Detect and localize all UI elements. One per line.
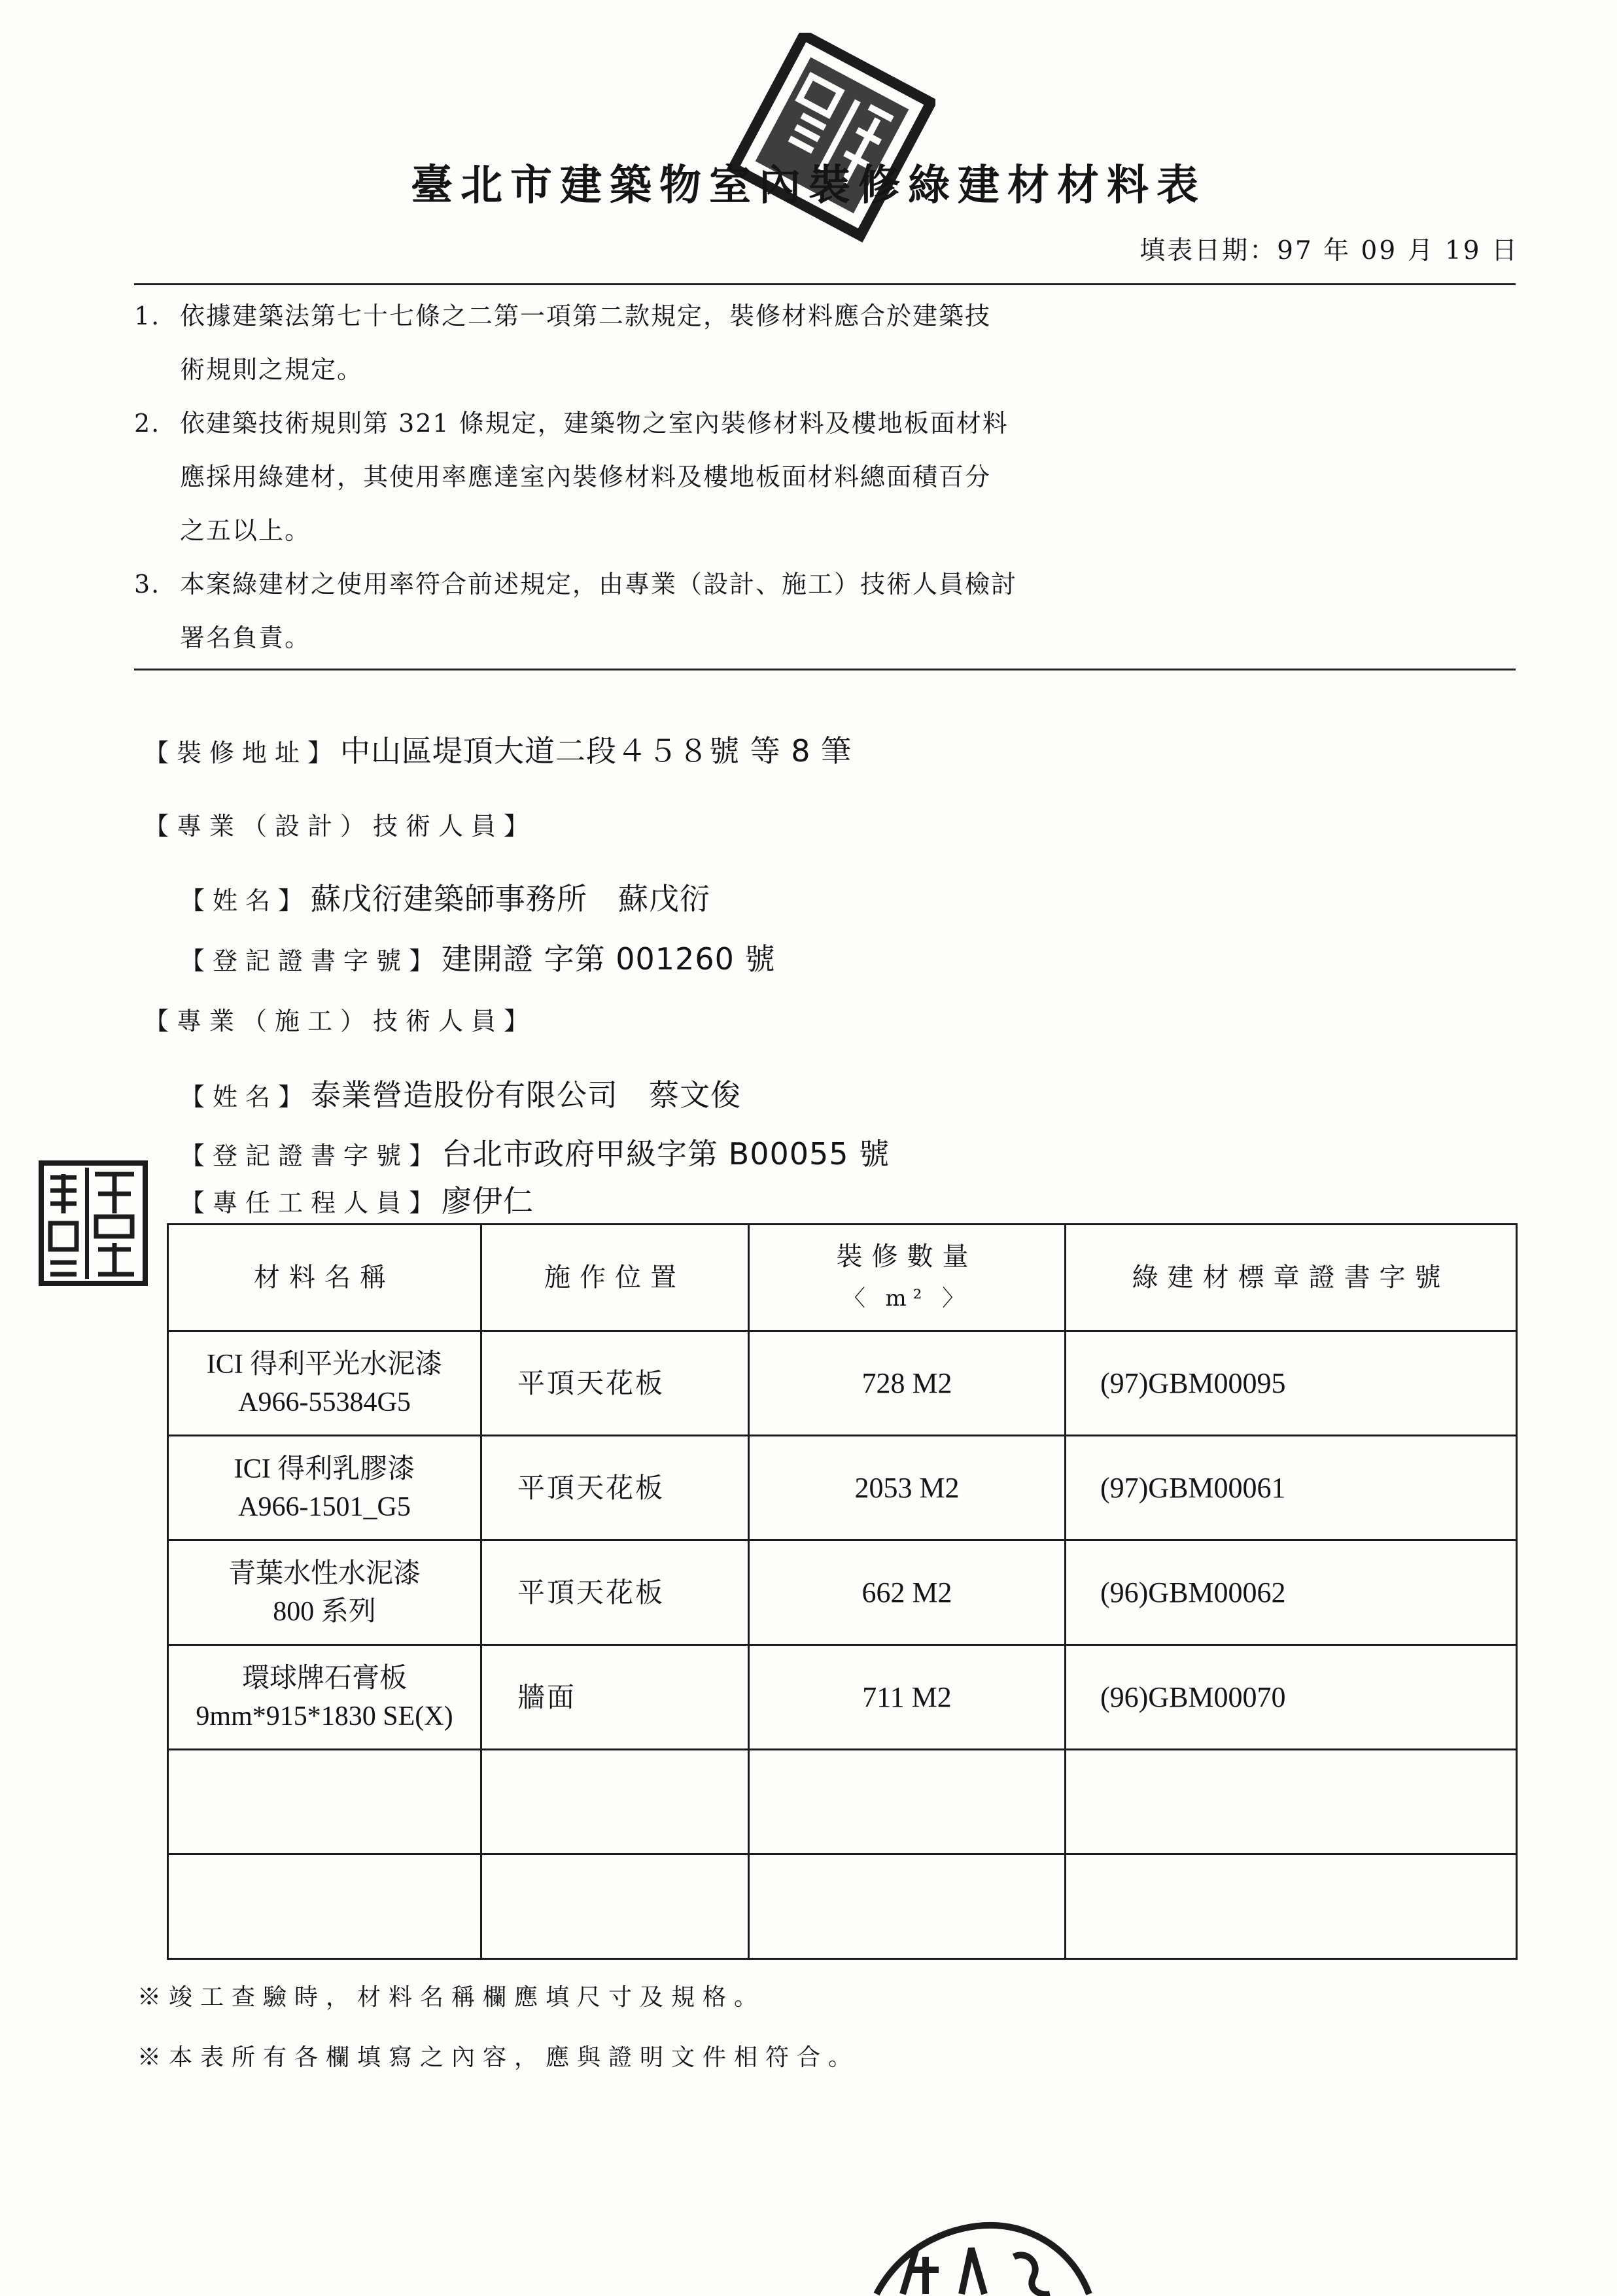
design-reg-value: 建開證 字第 001260 號: [442, 941, 776, 977]
material-name-cell: [168, 1645, 481, 1750]
construction-heading: [144, 1001, 536, 1037]
note-text: 應採用綠建材，其使用率應達室內裝修材料及樓地板面材料總面積百分: [180, 462, 992, 491]
quantity-cell: 2053 M2: [749, 1436, 1066, 1540]
construction-name-line: [180, 1071, 741, 1115]
quantity-cell: 728 M2: [749, 1331, 1066, 1436]
note-1: [134, 289, 1518, 396]
table-row: [168, 1331, 1517, 1436]
header-location: 施作位置: [481, 1225, 749, 1331]
top-rule: [134, 283, 1516, 285]
seal-stamp-top: [720, 33, 935, 255]
material-spec: A966-55384G5: [238, 1387, 411, 1418]
note-text: 署名負責。: [180, 623, 311, 652]
seal-stamp-bottom: [863, 2218, 1099, 2296]
construction-reg-value: 台北市政府甲級字第 B00055 號: [442, 1136, 890, 1172]
engineer-label: 【專任工程人員】: [180, 1189, 442, 1217]
material-name: ICI 得利平光水泥漆: [206, 1349, 443, 1380]
note-text: 之五以上。: [180, 516, 311, 545]
construction-reg-label: 【登記證書字號】: [180, 1141, 442, 1170]
design-name-value: 蘇戊衍建築師事務所 蘇戊衍: [311, 881, 711, 916]
note-text: 依建築技術規則第 321 條規定，建築物之室內裝修材料及樓地板面材料: [180, 409, 1009, 438]
cert-cell: [1066, 1854, 1517, 1959]
address-value: 中山區堤頂大道二段４５８號 等 8 筆: [340, 733, 852, 769]
construction-heading-text: 【專業（施工）技術人員】: [144, 1007, 537, 1035]
address-label: 【裝修地址】: [144, 739, 341, 767]
table-row-empty: [168, 1750, 1517, 1854]
material-spec: A966-1501_G5: [238, 1491, 411, 1522]
material-name-cell: [168, 1854, 481, 1959]
note-number: 2.: [134, 409, 161, 438]
design-reg-label: 【登記證書字號】: [180, 947, 442, 975]
construction-name-value: 泰業營造股份有限公司 蔡文俊: [311, 1077, 742, 1113]
cert-cell: [1066, 1750, 1517, 1854]
quantity-cell: [749, 1854, 1066, 1959]
quantity-cell: [749, 1750, 1066, 1854]
material-name-cell: [168, 1331, 481, 1436]
design-heading: [144, 806, 536, 843]
table-row: [168, 1436, 1517, 1540]
header-material-name: 材料名稱: [168, 1225, 481, 1331]
location-cell: 牆面: [481, 1645, 749, 1750]
header-cert: 綠建材標章證書字號: [1066, 1225, 1517, 1331]
page-title: 臺北市建築物室內裝修綠建材材料表: [411, 161, 1206, 210]
footnote-2: ※本表所有各欄填寫之內容，應與證明文件相符合。: [137, 2044, 860, 2071]
quantity-cell: 711 M2: [749, 1645, 1066, 1750]
design-reg-line: [180, 935, 775, 979]
location-cell: 平頂天花板: [481, 1331, 749, 1436]
note-text: 術規則之規定。: [180, 355, 364, 384]
bottom-rule: [134, 669, 1516, 670]
location-cell: 平頂天花板: [481, 1540, 749, 1645]
footnote-1: ※竣工查驗時，材料名稱欄應填尺寸及規格。: [137, 1984, 766, 2011]
cert-cell: (97)GBM00095: [1066, 1331, 1517, 1436]
location-cell: [481, 1854, 749, 1959]
engineer-line: [180, 1177, 534, 1221]
fill-date: 填表日期：97 年 09 月 19 日: [1139, 236, 1519, 266]
cert-cell: (96)GBM00062: [1066, 1540, 1517, 1645]
note-text: 本案綠建材之使用率符合前述規定，由專業（設計、施工）技術人員檢討: [180, 570, 1018, 599]
seal-stamp-left: [36, 1158, 150, 1289]
material-name: 青葉水性水泥漆: [228, 1558, 421, 1589]
material-spec: 9mm*915*1830 SE(X): [196, 1701, 453, 1731]
location-cell: [481, 1750, 749, 1854]
header-quantity-title: 裝修數量: [836, 1242, 978, 1272]
material-name-cell: [168, 1436, 481, 1540]
design-name-label: 【姓名】: [180, 886, 311, 915]
materials-table: [167, 1223, 1518, 1960]
note-number: 3.: [134, 570, 161, 599]
header-quantity-unit: 〈 m² 〉: [843, 1285, 971, 1312]
cert-cell: (96)GBM00070: [1066, 1645, 1517, 1750]
note-2: [134, 396, 1518, 557]
material-name-cell: [168, 1540, 481, 1645]
design-name-line: [180, 875, 710, 918]
construction-reg-line: [180, 1130, 890, 1174]
table-row: [168, 1645, 1517, 1750]
material-name-cell: [168, 1750, 481, 1854]
quantity-cell: 662 M2: [749, 1540, 1066, 1645]
construction-name-label: 【姓名】: [180, 1083, 311, 1111]
note-number: 1.: [134, 302, 161, 330]
material-name: 環球牌石膏板: [241, 1663, 407, 1694]
material-name: ICI 得利乳膠漆: [234, 1453, 415, 1484]
location-cell: 平頂天花板: [481, 1436, 749, 1540]
cert-cell: (97)GBM00061: [1066, 1436, 1517, 1540]
table-header-row: [168, 1225, 1517, 1331]
design-heading-text: 【專業（設計）技術人員】: [144, 812, 537, 841]
material-spec: 800 系列: [273, 1596, 376, 1627]
note-text: 依據建築法第七十七條之二第一項第二款規定，裝修材料應合於建築技: [180, 302, 992, 330]
engineer-value: 廖伊仁: [442, 1183, 534, 1219]
table-row: [168, 1540, 1517, 1645]
address-line: [144, 727, 852, 771]
table-row-empty: [168, 1854, 1517, 1959]
header-quantity: [749, 1225, 1066, 1331]
note-3: [134, 557, 1518, 665]
